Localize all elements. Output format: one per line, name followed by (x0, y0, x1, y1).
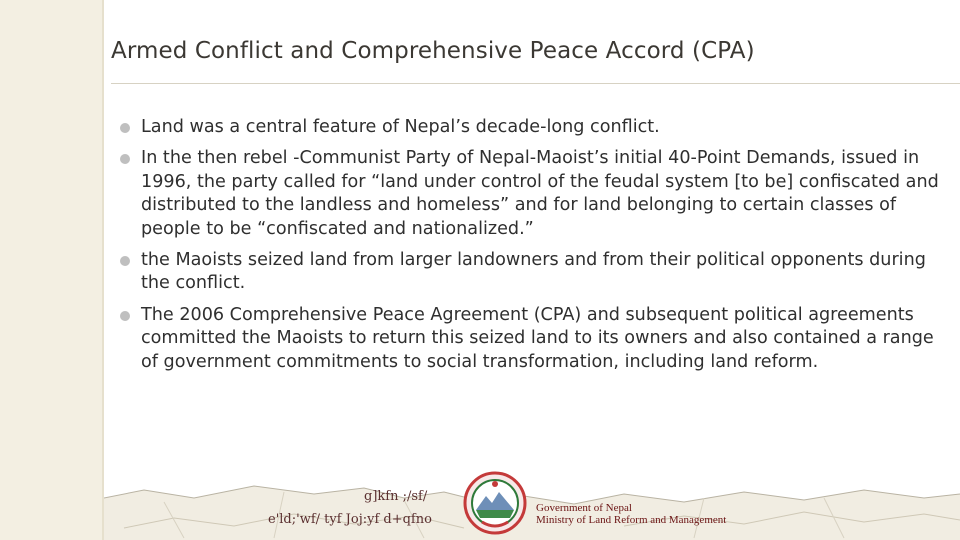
map-background (104, 468, 960, 540)
bullet-item (120, 249, 950, 296)
bullet-text: In the then rebel -Communist Party of Nepal-Maoist’s initial 40-Point Demands, issued in 1996, the party called for “land under control of the feudal system [to be] confiscated and distributed to the landless and homeless” and for land belonging to certain classes of people to be “confiscated and nationalized.” (141, 148, 939, 239)
bullet-dot-icon (120, 311, 130, 321)
bullet-item (120, 116, 950, 139)
bullet-dot-icon (120, 256, 130, 266)
bullet-dot-icon (120, 123, 130, 133)
footer-map-band (104, 468, 960, 540)
ministry-name-text: Ministry of Land Reform and Management (536, 514, 727, 526)
bullet-text: the Maoists seized land from larger landowners and from their political opponents during the conflict. (141, 250, 926, 294)
bullet-text: The 2006 Comprehensive Peace Agreement (CPA) and subsequent political agreements committed the Maoists to return this seized land to its owners and also contained a range of government commitments to social transformation, including land reform. (141, 304, 934, 372)
title-divider (111, 83, 960, 84)
government-of-nepal-text: Government of Nepal (536, 502, 632, 514)
nepali-ministry-text: e'ld;'wf/ tyf Joj:yf d+qfno (268, 512, 432, 527)
bullet-dot-icon (120, 154, 130, 164)
slide-title: Armed Conflict and Comprehensive Peace Accord (CPA) (111, 38, 755, 64)
nepal-emblem-icon (462, 470, 528, 536)
nepali-government-text: g]kfn ;/sf/ (364, 489, 428, 504)
bullet-text: Land was a central feature of Nepal’s decade-long conflict. (141, 117, 660, 137)
bullet-item (120, 147, 950, 241)
left-decorative-band (0, 0, 104, 540)
bullet-list (120, 116, 950, 382)
bullet-item (120, 304, 950, 374)
